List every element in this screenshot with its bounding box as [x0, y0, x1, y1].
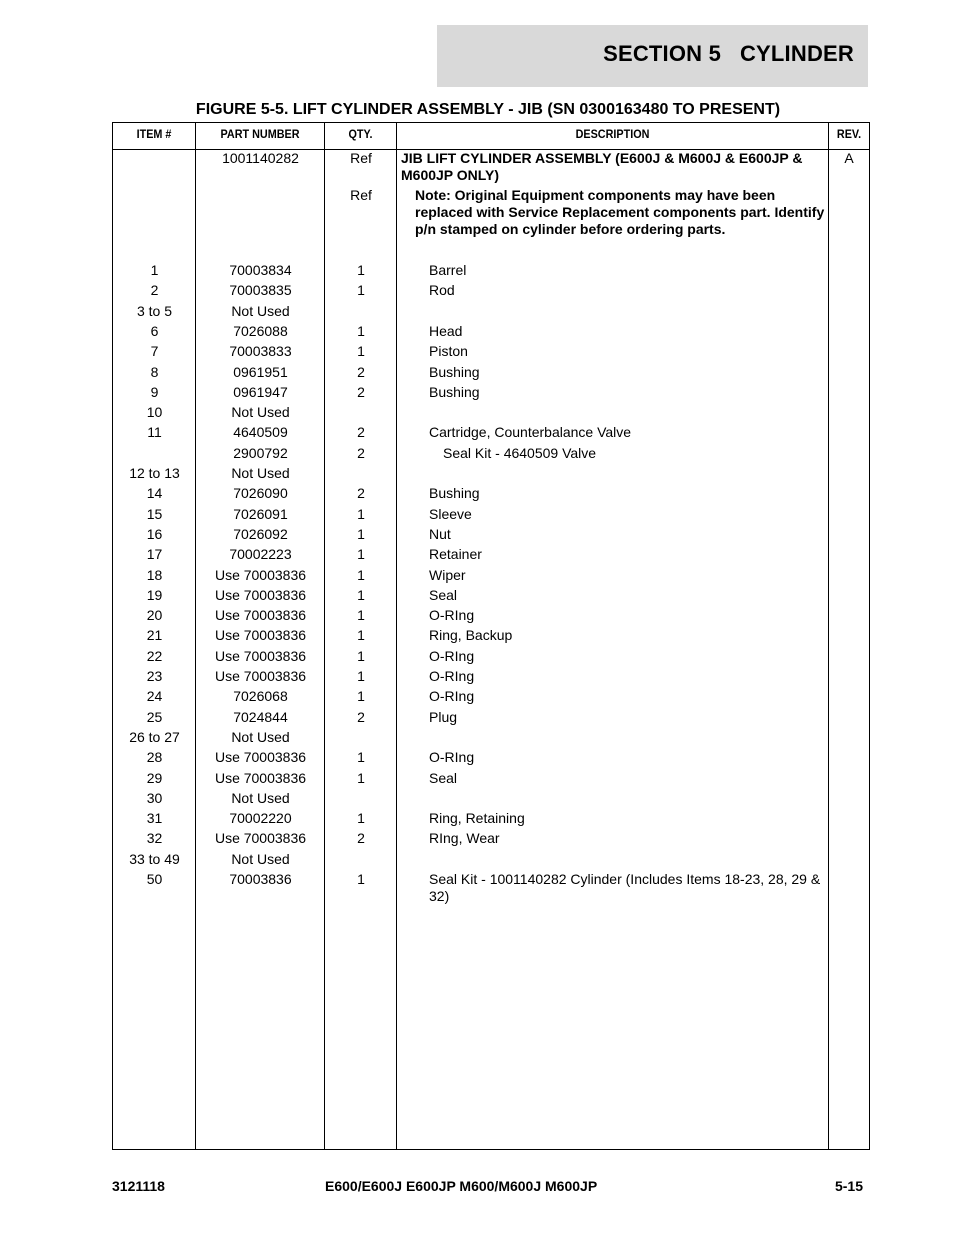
item-number: 12 to 13	[129, 465, 180, 481]
part-number: 4640509	[233, 424, 288, 441]
quantity: 1	[357, 668, 365, 684]
section-header	[437, 25, 868, 87]
part-number: Use 70003836	[214, 749, 307, 766]
part-number: 0961947	[233, 383, 288, 400]
quantity: 2	[357, 444, 365, 461]
item-number: 9	[150, 383, 159, 400]
item-number: 19	[146, 586, 163, 603]
part-number: 7024844	[233, 708, 288, 725]
item-number: 16	[146, 525, 163, 542]
quantity: 1	[357, 586, 365, 603]
part-number: Use 70003836	[214, 627, 307, 644]
description: Ring, Backup	[429, 627, 513, 644]
part-number: 7026092	[233, 525, 288, 542]
item-number: 23	[146, 668, 163, 684]
header-qty: QTY.	[348, 127, 373, 141]
description: Seal	[429, 586, 458, 603]
part-number: 2900792	[233, 444, 288, 461]
item-number: 26 to 27	[129, 728, 180, 745]
item-number: 31	[146, 810, 163, 827]
description: Seal Kit - 4640509 Valve	[443, 444, 597, 461]
part-number: Use 70003836	[214, 647, 307, 664]
quantity: 1	[357, 810, 365, 827]
description: RIng, Wear	[429, 830, 500, 847]
part-number: Use 70003836	[214, 586, 307, 603]
description: Cartridge, Counterbalance Valve	[429, 424, 632, 441]
part-number: 7026068	[233, 688, 288, 705]
part-number: 7026091	[233, 505, 288, 522]
part-number: Not Used	[231, 465, 290, 481]
part-number: 7026090	[233, 485, 288, 502]
quantity: 1	[357, 546, 365, 563]
quantity: 1	[357, 647, 365, 664]
part-number: Not Used	[231, 789, 290, 806]
item-number: 15	[146, 505, 163, 522]
item-number: 50	[146, 871, 163, 887]
description: Wiper	[429, 566, 466, 583]
quantity: 1	[357, 525, 365, 542]
description: Sleeve	[429, 505, 472, 522]
quantity: 2	[357, 830, 365, 847]
item-number: 28	[146, 749, 163, 766]
item-number: 14	[146, 485, 163, 502]
item-number: 8	[150, 363, 159, 380]
description: Rod	[429, 282, 455, 299]
quantity: 2	[357, 424, 365, 441]
description: Bushing	[429, 383, 480, 400]
part-number: Not Used	[231, 850, 290, 867]
item-number: 6	[150, 322, 159, 339]
item-number: 17	[146, 546, 163, 563]
description: O-RIng	[429, 749, 475, 766]
header-part-number: PART NUMBER	[220, 127, 300, 141]
quantity: 1	[357, 749, 365, 766]
item-number: 30	[146, 789, 163, 806]
part-number: 70003834	[229, 262, 292, 278]
item-number: 33 to 49	[129, 850, 180, 867]
item-number: 18	[146, 566, 163, 583]
description: Seal Kit - 1001140282 Cylinder (Includes Items 18-23, 28, 29 & 32)	[429, 871, 821, 904]
column-divider	[828, 123, 829, 1149]
part-number: Use 70003836	[214, 607, 307, 624]
footer-page-number: 5-15	[834, 1178, 863, 1194]
header-rev: REV.	[836, 127, 862, 141]
item-number: 10	[146, 404, 163, 421]
quantity: 1	[357, 688, 365, 705]
description: Head	[429, 322, 463, 339]
description: Bushing	[429, 363, 480, 380]
note-text: Note: Original Equipment components may have been replaced with Service Replacement components part. Identify p/n stamped on cylinder before ordering parts.	[415, 187, 825, 237]
item-number: 21	[146, 627, 163, 644]
part-number: 70002223	[229, 546, 292, 563]
description: Seal	[429, 769, 458, 786]
part-number: Use 70003836	[214, 668, 307, 684]
quantity: 2	[357, 363, 365, 380]
description: Plug	[429, 708, 458, 725]
description: Nut	[429, 525, 451, 542]
part-number: 70003836	[229, 871, 292, 887]
quantity: 1	[357, 566, 365, 583]
description: O-RIng	[429, 688, 475, 705]
item-number: 2	[150, 282, 159, 299]
part-number: Not Used	[231, 404, 290, 421]
assembly-rev: A	[844, 150, 854, 166]
footer-models: E600/E600J E600JP M600/M600J M600JP	[325, 1178, 598, 1194]
part-number: 70003833	[229, 343, 292, 360]
quantity: 1	[357, 282, 365, 299]
quantity: 2	[357, 485, 365, 502]
part-number: Use 70003836	[214, 830, 307, 847]
part-number: Use 70003836	[214, 566, 307, 583]
part-number: Not Used	[231, 302, 290, 319]
footer-doc-number: 3121118	[112, 1178, 165, 1194]
part-number: 70003835	[229, 282, 292, 299]
item-number: 11	[147, 424, 162, 441]
assembly-part-number: 1001140282	[222, 150, 299, 166]
part-number: 7026088	[233, 322, 288, 339]
assembly-description: JIB LIFT CYLINDER ASSEMBLY (E600J & M600J & E600JP & M600JP ONLY)	[401, 150, 803, 183]
figure-title: FIGURE 5-5. LIFT CYLINDER ASSEMBLY - JIB (SN 0300163480 TO PRESENT)	[195, 101, 781, 118]
item-number: 7	[150, 343, 159, 360]
quantity: 1	[357, 322, 365, 339]
note-qty: Ref	[350, 187, 372, 203]
quantity: 1	[357, 871, 365, 887]
item-number: 1	[150, 262, 159, 278]
description: Retainer	[429, 546, 482, 563]
assembly-qty: Ref	[350, 150, 372, 166]
item-number: 29	[146, 769, 163, 786]
quantity: 1	[357, 607, 365, 624]
part-number: Not Used	[231, 728, 290, 745]
part-number: Use 70003836	[214, 769, 307, 786]
part-number: 0961951	[233, 363, 288, 380]
part-number: 70002220	[229, 810, 292, 827]
quantity: 1	[357, 505, 365, 522]
quantity: 1	[357, 262, 365, 278]
quantity: 1	[357, 343, 365, 360]
item-number: 22	[146, 647, 163, 664]
header-item: ITEM #	[136, 127, 172, 141]
section-title: SECTION 5 CYLINDER	[603, 41, 854, 66]
item-number: 25	[146, 708, 163, 725]
quantity: 1	[357, 769, 365, 786]
quantity: 1	[357, 627, 365, 644]
description: Ring, Retaining	[429, 810, 525, 827]
parts-table	[112, 122, 870, 1150]
item-number: 32	[146, 830, 163, 847]
item-number: 20	[146, 607, 163, 624]
description: O-RIng	[429, 647, 475, 664]
description: O-RIng	[429, 668, 475, 684]
quantity: 2	[357, 708, 365, 725]
description: O-RIng	[429, 607, 475, 624]
item-number: 3 to 5	[136, 302, 173, 319]
description: Bushing	[429, 485, 480, 502]
item-number: 24	[146, 688, 163, 705]
header-description: DESCRIPTION	[575, 127, 650, 141]
description: Barrel	[429, 262, 467, 278]
quantity: 2	[357, 383, 365, 400]
description: Piston	[429, 343, 468, 360]
